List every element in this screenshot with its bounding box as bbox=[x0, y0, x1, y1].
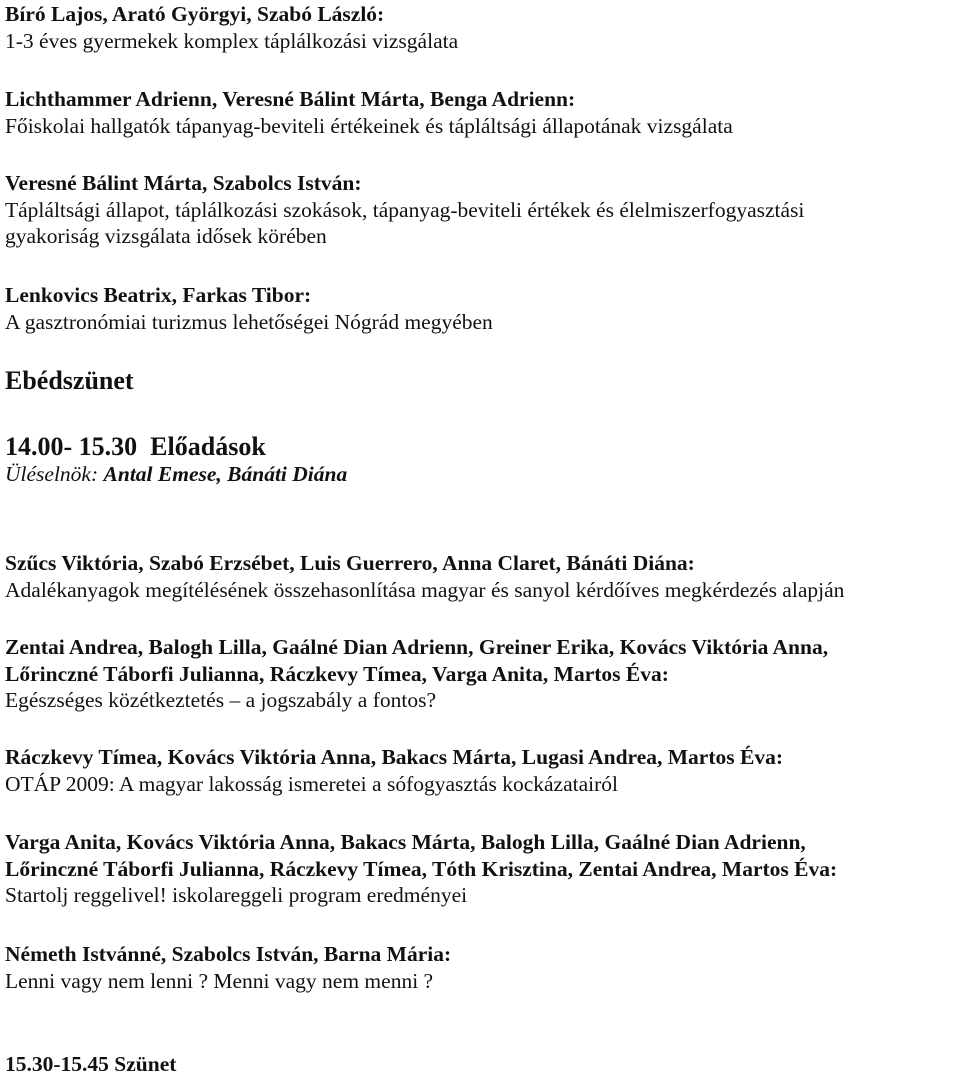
entry-title: Lenni vagy nem lenni ? Menni vagy nem menni ? bbox=[5, 968, 434, 993]
entry-authors: Zentai Andrea, Balogh Lilla, Gaálné Dian Adrienn, Greiner Erika, Kovács Viktória Anna, bbox=[5, 635, 829, 659]
program-page bbox=[5, 0, 960, 1076]
chair-names: Antal Emese, Bánáti Diána bbox=[103, 462, 348, 486]
entry-authors: Lichthammer Adrienn, Veresné Bálint Márta, Benga Adrienn: bbox=[5, 87, 576, 111]
entry-authors: Bíró Lajos, Arató Györgyi, Szabó László: bbox=[5, 2, 385, 26]
break-label: 15.30-15.45 Szünet bbox=[5, 1052, 177, 1076]
entry-authors: Szűcs Viktória, Szabó Erzsébet, Luis Guerrero, Anna Claret, Bánáti Diána: bbox=[5, 551, 695, 575]
entry-authors: Varga Anita, Kovács Viktória Anna, Bakacs Márta, Balogh Lilla, Gaálné Dian Adrienn, bbox=[5, 830, 806, 854]
entry-title: A gasztronómiai turizmus lehetőségei Nógrád megyében bbox=[5, 309, 493, 334]
entry-title: Tápláltsági állapot, táplálkozási szokások, tápanyag-beviteli értékek és élelmiszerfogyasztási bbox=[5, 197, 805, 222]
entry-authors: Lenkovics Beatrix, Farkas Tibor: bbox=[5, 283, 312, 307]
session-heading bbox=[5, 432, 960, 462]
presentation-entry bbox=[5, 634, 960, 714]
entry-title: gyakoriság vizsgálata idősek körében bbox=[5, 224, 327, 248]
presentation-entry bbox=[5, 170, 960, 250]
entry-title: Egészséges közétkeztetés – a jogszabály a fontos? bbox=[5, 688, 437, 712]
presentation-entry bbox=[5, 1, 960, 54]
presentation-entry bbox=[5, 282, 960, 335]
entry-title: Adalékanyagok megítélésének összehasonlítása magyar és sanyol kérdőíves megkérdezés alapján bbox=[5, 577, 845, 602]
entry-title: OTÁP 2009: A magyar lakosság ismeretei a sófogyasztás kockázatairól bbox=[5, 771, 618, 796]
entry-authors: Lőrinczné Táborfi Julianna, Ráczkevy Tímea, Varga Anita, Martos Éva: bbox=[5, 661, 669, 686]
chair-label: Üléselnök: bbox=[5, 462, 99, 486]
session-header bbox=[5, 432, 960, 488]
entry-title: Főiskolai hallgatók tápanyag-beviteli értékeinek és tápláltsági állapotának vizsgálata bbox=[5, 113, 733, 138]
session-label: Előadások bbox=[150, 432, 266, 461]
presentation-entry bbox=[5, 550, 960, 603]
presentation-entry bbox=[5, 941, 960, 994]
entry-authors: Németh Istvánné, Szabolcs István, Barna Mária: bbox=[5, 942, 452, 966]
break-heading bbox=[5, 1051, 960, 1078]
entry-title: 1-3 éves gyermekek komplex táplálkozási vizsgálata bbox=[5, 28, 459, 53]
entry-title: Startolj reggelivel! iskolareggeli program eredményei bbox=[5, 883, 468, 907]
session-chair bbox=[5, 461, 960, 488]
entry-authors: Lőrinczné Táborfi Julianna, Ráczkevy Tímea, Tóth Krisztina, Zentai Andrea, Martos Éva: bbox=[5, 856, 838, 881]
presentation-entry bbox=[5, 829, 960, 909]
lunch-break-label: Ebédszünet bbox=[5, 366, 134, 395]
presentation-entry bbox=[5, 744, 960, 797]
lunch-break-heading bbox=[5, 366, 960, 396]
session-time: 14.00- 15.30 bbox=[5, 432, 138, 461]
entry-authors: Veresné Bálint Márta, Szabolcs István: bbox=[5, 171, 362, 195]
entry-authors: Ráczkevy Tímea, Kovács Viktória Anna, Bakacs Márta, Lugasi Andrea, Martos Éva: bbox=[5, 745, 783, 769]
presentation-entry bbox=[5, 86, 960, 139]
